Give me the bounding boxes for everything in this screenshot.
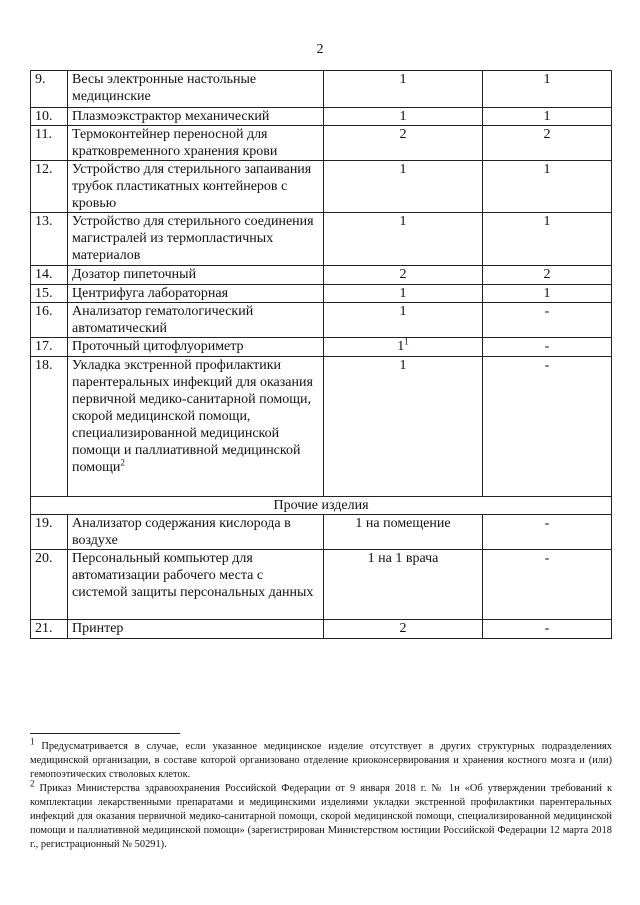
table-row	[31, 108, 612, 126]
row-number: 19.	[31, 515, 68, 550]
table-row	[31, 515, 612, 550]
quantity-primary: 2	[324, 126, 483, 161]
quantity-primary: 2	[324, 620, 483, 639]
quantity-secondary: -	[483, 515, 612, 550]
quantity-primary: 1	[324, 108, 483, 126]
row-number: 17.	[31, 338, 68, 357]
item-name: Проточный цитофлуориметр	[68, 338, 324, 357]
equipment-table	[30, 70, 612, 639]
item-name: Принтер	[68, 620, 324, 639]
quantity-secondary: 1	[483, 285, 612, 303]
section-header-row	[31, 497, 612, 515]
footnote-ref-1: 1	[404, 336, 409, 347]
quantity-secondary: -	[483, 338, 612, 357]
row-number: 16.	[31, 303, 68, 338]
table-row	[31, 266, 612, 285]
quantity-primary: 1	[324, 213, 483, 266]
quantity-value: 1	[397, 339, 405, 354]
table-row	[31, 550, 612, 620]
footnote-mark: 1	[30, 736, 35, 747]
item-name: Анализатор гематологический автоматический	[68, 303, 324, 338]
row-number: 18.	[31, 357, 68, 497]
item-name: Анализатор содержания кислорода в воздухе	[68, 515, 324, 550]
quantity-secondary: 2	[483, 126, 612, 161]
table-row	[31, 213, 612, 266]
table-row	[31, 161, 612, 213]
row-number: 14.	[31, 266, 68, 285]
quantity-secondary: 1	[483, 213, 612, 266]
row-number: 15.	[31, 285, 68, 303]
quantity-primary: 2	[324, 266, 483, 285]
item-name: Плазмоэкстрактор механический	[68, 108, 324, 126]
row-number: 13.	[31, 213, 68, 266]
item-name: Устройство для стерильного запаивания трубок пластикатных контейнеров с кровью	[68, 161, 324, 213]
table-row	[31, 285, 612, 303]
quantity-primary: 1 на помещение	[324, 515, 483, 550]
section-title: Прочие изделия	[31, 497, 612, 515]
item-name	[68, 357, 324, 497]
item-name: Центрифуга лабораторная	[68, 285, 324, 303]
quantity-secondary: 1	[483, 161, 612, 213]
row-number: 21.	[31, 620, 68, 639]
quantity-secondary: -	[483, 303, 612, 338]
table-row	[31, 338, 612, 357]
quantity-secondary: 2	[483, 266, 612, 285]
quantity-secondary: 1	[483, 71, 612, 108]
quantity-secondary: 1	[483, 108, 612, 126]
footnote-ref-2: 2	[120, 457, 125, 468]
table-row	[31, 357, 612, 497]
footnote-text: Предусматривается в случае, если указанное медицинское изделие отсутствует в других структурных подразделениях медицинской организации, в составе которой организовано отделение криоконсервирования и хранения костного мозга и (или) гемопоэтических стволовых клеток.	[30, 741, 612, 780]
quantity-primary: 1	[324, 303, 483, 338]
table-row	[31, 126, 612, 161]
quantity-secondary: -	[483, 357, 612, 497]
quantity-primary	[324, 338, 483, 357]
quantity-secondary: -	[483, 620, 612, 639]
item-name: Термоконтейнер переносной для кратковременного хранения крови	[68, 126, 324, 161]
footnote-2	[30, 778, 612, 852]
quantity-primary: 1	[324, 161, 483, 213]
quantity-primary: 1	[324, 285, 483, 303]
item-name: Устройство для стерильного соединения магистралей из термопластичных материалов	[68, 213, 324, 266]
row-number: 10.	[31, 108, 68, 126]
table-row	[31, 303, 612, 338]
footnote-divider	[30, 733, 180, 734]
table-row	[31, 71, 612, 108]
footnote-1	[30, 736, 612, 782]
quantity-primary: 1 на 1 врача	[324, 550, 483, 620]
footnote-text: Приказ Министерства здравоохранения Российской Федерации от 9 января 2018 г. № 1н «Об утверждении требований к комплектации лекарственными препаратами и медицинскими изделиями укладки экстренной профилактики парентеральных инфекций для оказания первичной медико-санитарной помощи, скорой медицинской помощи, специализированной медицинской помощи и паллиативной медицинской помощи» (зарегистрирован Министерством юстиции Российской Федерации 12 марта 2018 г., регистрационный № 50291).	[30, 783, 612, 850]
quantity-primary: 1	[324, 71, 483, 108]
quantity-primary: 1	[324, 357, 483, 497]
table-row	[31, 620, 612, 639]
footnotes	[30, 736, 612, 852]
row-number: 9.	[31, 71, 68, 108]
item-name: Дозатор пипеточный	[68, 266, 324, 285]
row-number: 11.	[31, 126, 68, 161]
footnote-mark: 2	[30, 778, 35, 789]
item-name-text: Укладка экстренной профилактики парентеральных инфекций для оказания первичной медико-санитарной помощи, скорой медицинской помощи, специализированной медицинской помощи и паллиативной медицинской помощи	[72, 358, 313, 475]
item-name: Персональный компьютер для автоматизации рабочего места с системой защиты персональных данных	[68, 550, 324, 620]
quantity-secondary: -	[483, 550, 612, 620]
page-number: 2	[316, 42, 324, 57]
row-number: 20.	[31, 550, 68, 620]
row-number: 12.	[31, 161, 68, 213]
item-name: Весы электронные настольные медицинские	[68, 71, 324, 108]
